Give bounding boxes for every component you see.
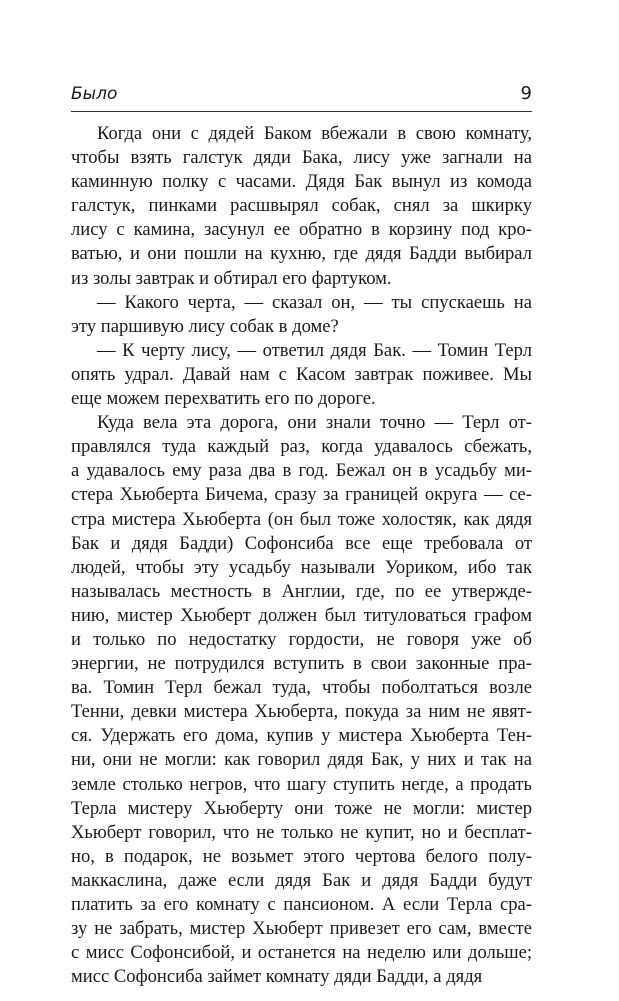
paragraph [71, 339, 532, 411]
text-line: из золы завтрак и обтирал его фартуком. [71, 267, 392, 289]
text-line: лису с камина, засунул ее обратно в корзину под кро- [71, 219, 532, 241]
text-line: с мисс Софонсибой, и останется на неделю или дольше; [71, 942, 532, 964]
header-rule [71, 111, 532, 112]
text-line: ва. Томин Терл бежал туда, чтобы поболтаться возле [71, 677, 532, 699]
paragraph [71, 291, 532, 339]
text-line: чтобы взять галстук дяди Бака, лису уже загнали на [71, 147, 532, 169]
text-line: маккаслина, даже если дядя Бак и дядя Бадди будут [71, 869, 532, 891]
text-line: ся. Удержать его дома, купив у мистера Хьюберта Тен- [71, 725, 532, 747]
page-header [71, 82, 532, 106]
text-line: нию, мистер Хьюберт должен был титуловаться графом [71, 604, 532, 626]
text-line: Бак и дядя Бадди) Софонсиба все еще требовала от [71, 532, 532, 554]
text-line: энергии, не потрудился вступить в свои законные пра- [71, 653, 532, 675]
text-line: — К черту лису, — ответил дядя Бак. — Томин Терл [97, 339, 532, 361]
text-line: стера Хьюберта Бичема, сразу за границей округа — се- [71, 484, 532, 506]
text-line: Терла мистеру Хьюберту они тоже не могли: мистер [71, 797, 532, 819]
text-line: платить за его комнату с пансионом. А если Терла сра- [71, 894, 532, 915]
paragraph [71, 122, 532, 291]
text-line: опять удрал. Давай нам с Касом завтрак поживее. Мы [71, 363, 532, 385]
body-text [71, 122, 532, 989]
text-line: мисс Софонсиба займет комнату дяди Бадди, а дядя [71, 966, 483, 988]
running-title: Было [71, 84, 118, 104]
text-line: ватью, и они пошли на кухню, где дядя Бадди выбирал [71, 243, 532, 265]
text-line: Куда вела эта дорога, они знали точно — Терл от- [97, 412, 532, 434]
text-line: еще можем перехватить его по дороге. [71, 388, 376, 410]
running-head [71, 82, 532, 106]
text-line: людей, чтобы эту усадьбу называли Уориком, ибо так [71, 556, 532, 578]
text-line: эту паршивую лису собак в доме? [71, 315, 339, 337]
text-line: Тенни, девки мистера Хьюберта, покуда за ним не явят- [71, 701, 532, 723]
paragraph [71, 411, 532, 989]
text-line: и только по недостатку гордости, не говоря уже об [71, 628, 532, 650]
text-line: зу не забрать, мистер Хьюберт привезет его сам, вместе [71, 918, 532, 940]
text-line: земле столько негров, что шагу ступить негде, а продать [71, 773, 532, 795]
text-line: ни, они не могли: как говорил дядя Бак, у них и так на [71, 749, 532, 771]
text-line: Когда они с дядей Баком вбежали в свою комнату, [97, 123, 532, 144]
text-line: называлась местность в Англии, где, по ее утвержде- [71, 580, 532, 602]
text-line: но, в подарок, не возьмет этого чертова белого полу- [71, 845, 532, 867]
text-line: стра мистера Хьюберта (он был тоже холостяк, как дядя [71, 508, 532, 530]
text-line: правлялся туда каждый раз, когда удавалось сбежать, [71, 436, 532, 458]
text-line: а удавалось ему раза два в год. Бежал он в усадьбу ми- [71, 460, 532, 482]
page-number: 9 [520, 83, 532, 104]
text-line: галстук, пинками расшвырял собак, снял за шкирку [71, 195, 532, 217]
text-line: Хьюберт говорил, что не только не купит, но и бесплат- [71, 821, 532, 843]
text-line: — Какого черта, — сказал он, — ты спускаешь на [97, 291, 532, 313]
text-line: каминную полку с часами. Дядя Бак вынул из комода [71, 171, 532, 193]
